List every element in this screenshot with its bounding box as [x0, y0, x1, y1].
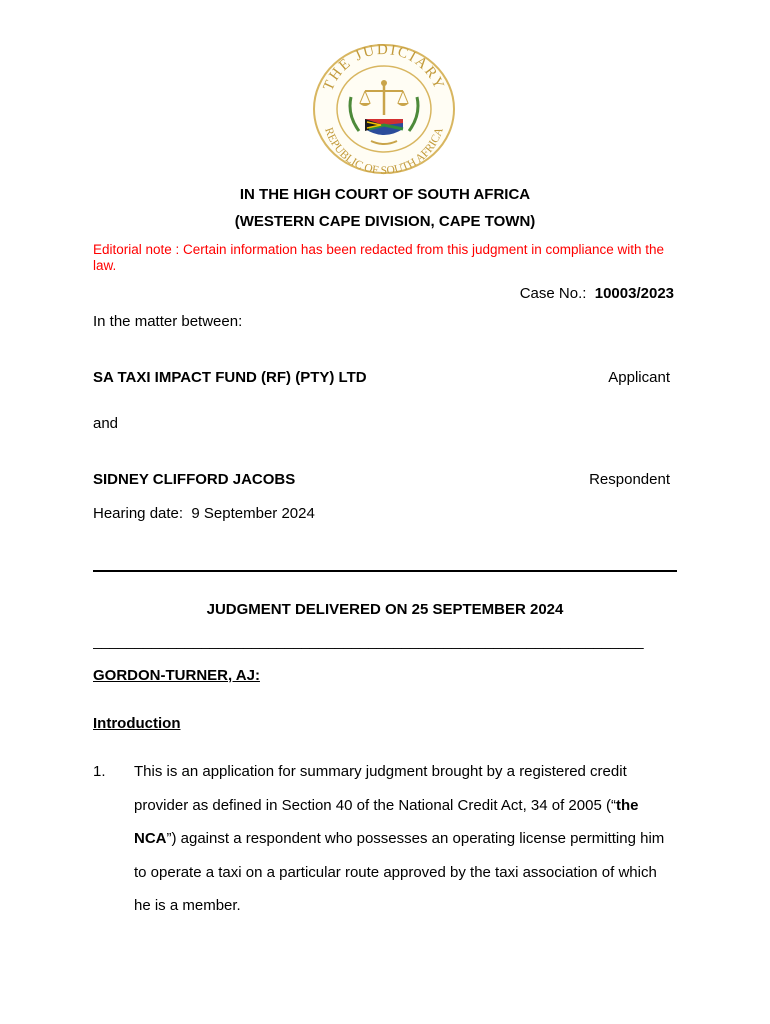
hearing-date-line — [93, 505, 315, 523]
hearing-date-label: Hearing date: — [93, 505, 184, 522]
seal-bottom-text: REPUBLIC OF SOUTH AFRICA — [322, 126, 446, 175]
respondent-name: SIDNEY CLIFFORD JACOBS — [93, 471, 296, 488]
judge-name: GORDON-TURNER, AJ: — [93, 667, 260, 684]
case-number-line — [420, 285, 674, 303]
seal-top-text: THE JUDICIARY — [320, 43, 448, 94]
applicant-name: SA TAXI IMPACT FUND (RF) (PTY) LTD — [93, 369, 367, 386]
matter-between: In the matter between: — [93, 313, 243, 330]
judgment-title: JUDGMENT DELIVERED ON 25 SEPTEMBER 2024 — [206, 601, 564, 618]
case-number: 10003/2023 — [594, 285, 674, 302]
applicant-role: Applicant — [608, 369, 670, 386]
section-heading-introduction: Introduction — [93, 715, 181, 732]
judiciary-seal — [311, 43, 457, 175]
case-number-label: Case No.: — [519, 285, 587, 302]
court-division: (WESTERN CAPE DIVISION, CAPE TOWN) — [234, 213, 536, 230]
divider-rule — [93, 570, 677, 572]
editorial-note: Editorial note : Certain information has been redacted from this judgment in compliance with the law. — [93, 242, 665, 273]
respondent-role: Respondent — [589, 471, 670, 488]
hearing-date: 9 September 2024 — [191, 505, 315, 522]
paragraph-1-defined-term: the NCA — [134, 796, 639, 847]
paragraph-1-text-a: This is an application for summary judgment brought by a registered credit provider as defined in Section 40 of the National Credit Act, 34 of 2005 (“ — [134, 763, 627, 814]
and-text: and — [93, 415, 119, 432]
court-name: IN THE HIGH COURT OF SOUTH AFRICA — [239, 186, 531, 203]
paragraph-1 — [134, 755, 674, 923]
paragraph-number: 1. — [93, 763, 106, 780]
underscore-divider: __________________________________________________________________ — [93, 633, 644, 650]
paragraph-1-text-b: ”) against a respondent who possesses an operating license permitting him to operate a taxi on a particular route approved by the taxi association of which he is a member. — [134, 830, 665, 914]
